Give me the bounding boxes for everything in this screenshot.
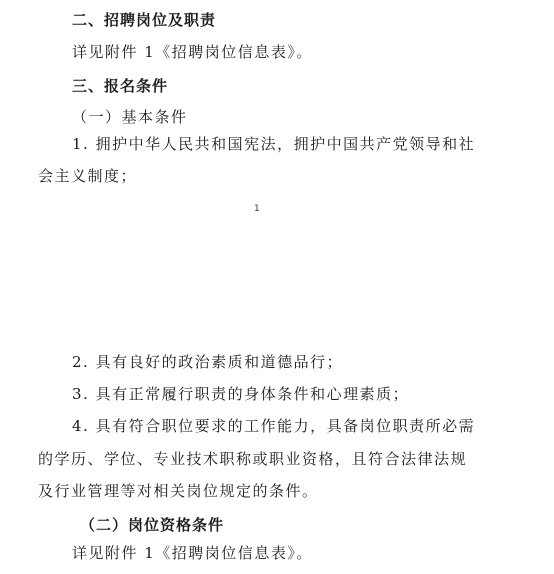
subsection-1-heading: （一）基本条件 xyxy=(72,108,188,126)
item-2: 2. 具有良好的政治素质和道德品行； xyxy=(72,353,344,371)
item-3: 3. 具有正常履行职责的身体条件和心理素质； xyxy=(72,385,410,403)
section-3-heading: 三、报名条件 xyxy=(72,77,169,95)
section-2-body: 详见附件 1《招聘岗位信息表》。 xyxy=(72,43,313,61)
section-2-heading: 二、招聘岗位及职责 xyxy=(72,11,217,29)
item-4-line-1: 4. 具有符合职位要求的工作能力，具备岗位职责所必需 xyxy=(72,417,476,435)
item-4-line-3: 及行业管理等对相关岗位规定的条件。 xyxy=(38,482,319,500)
item-1-line-2: 会主义制度； xyxy=(38,167,138,185)
item-1-line-1: 1. 拥护中华人民共和国宪法，拥护中国共产党领导和社 xyxy=(72,135,476,153)
item-4-line-2: 的学历、学位、专业技术职称或职业资格，且符合法律法规 xyxy=(38,450,468,468)
subsection-2-heading: （二）岗位资格条件 xyxy=(80,516,225,534)
subsection-2-body: 详见附件 1《招聘岗位信息表》。 xyxy=(72,544,313,562)
page-number: 1 xyxy=(254,204,260,214)
